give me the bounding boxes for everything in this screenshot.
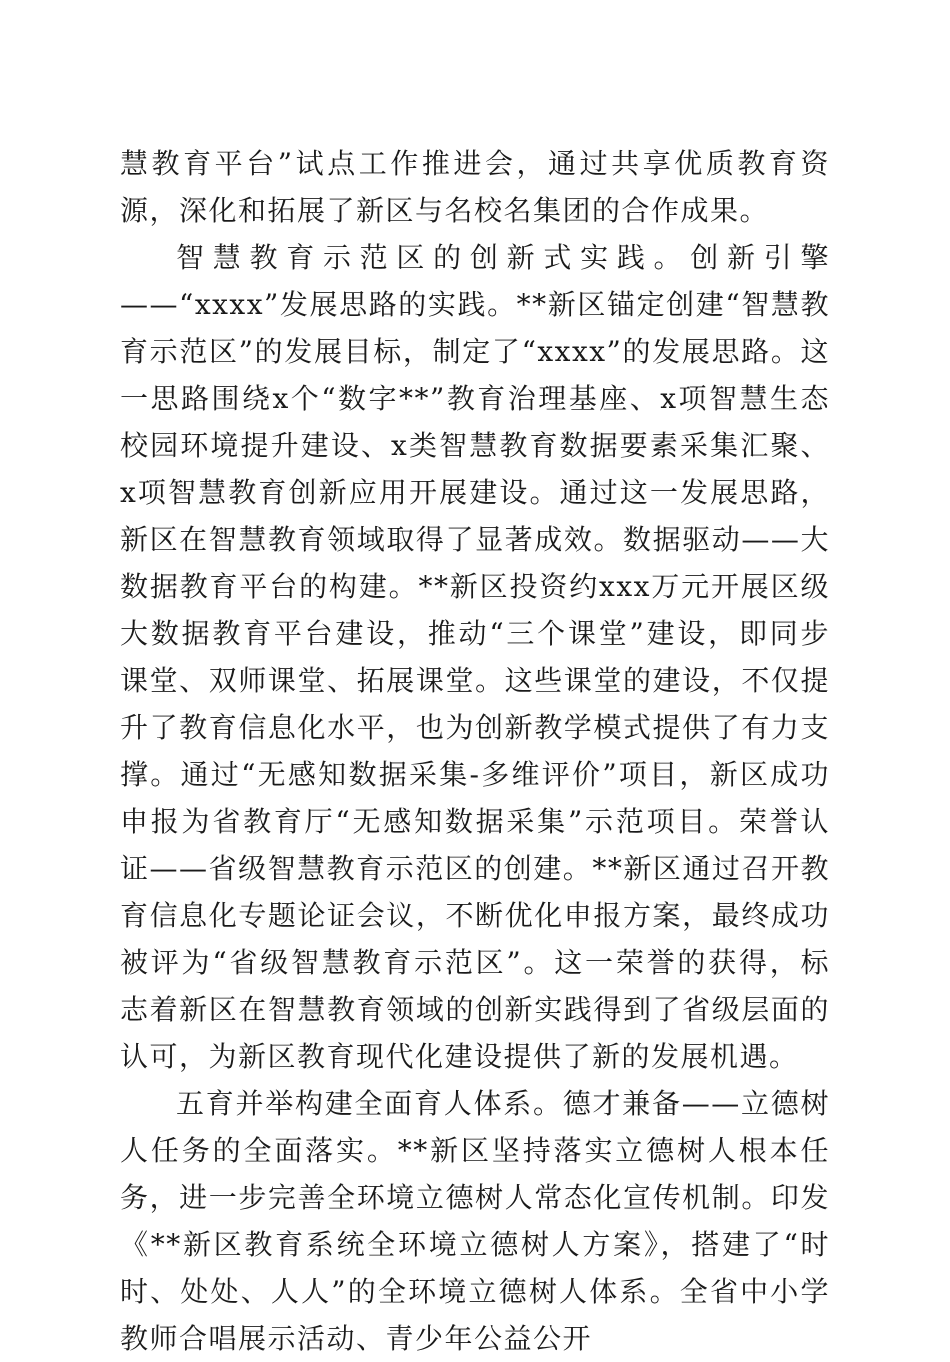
- paragraph-continuation: 慧教育平台”试点工作推进会，通过共享优质教育资源，深化和拓展了新区与名校名集团的合作成果。: [120, 147, 830, 227]
- paragraph-smart-education: 智慧教育示范区的创新式实践。创新引擎——“xxxx”发展思路的实践。**新区锚定创建“智慧教育示范区”的发展目标，制定了“xxxx”的发展思路。这一思路围绕x个“数字**”教育治理基座、x项智慧生态校园环境提升建设、x类智慧教育数据要素采集汇聚、x项智慧教育创新应用开展建设。通过这一发展思路，新区在智慧教育领域取得了显著成效。数据驱动——大数据教育平台的构建。**新区投资约xxx万元开展区级大数据教育平台建设，推动“三个课堂”建设，即同步课堂、双师课堂、拓展课堂。这些课堂的建设，不仅提升了教育信息化水平，也为创新教学模式提供了有力支撑。通过“无感知数据采集-多维评价”项目，新区成功申报为省教育厅“无感知数据采集”示范项目。荣誉认证——省级智慧教育示范区的创建。**新区通过召开教育信息化专题论证会议，不断优化申报方案，最终成功被评为“省级智慧教育示范区”。这一荣誉的获得，标志着新区在智慧教育领域的创新实践得到了省级层面的认可，为新区教育现代化建设提供了新的发展机遇。: [120, 241, 830, 1073]
- paragraph-five-educations: 五育并举构建全面育人体系。德才兼备——立德树人任务的全面落实。**新区坚持落实立德树人根本任务，进一步完善全环境立德树人常态化宣传机制。印发《**新区教育系统全环境立德树人方案》，搭建了“时时、处处、人人”的全环境立德树人体系。全省中小学教师合唱展示活动、青少年公益公开: [120, 1087, 830, 1355]
- body-text: [120, 140, 830, 1362]
